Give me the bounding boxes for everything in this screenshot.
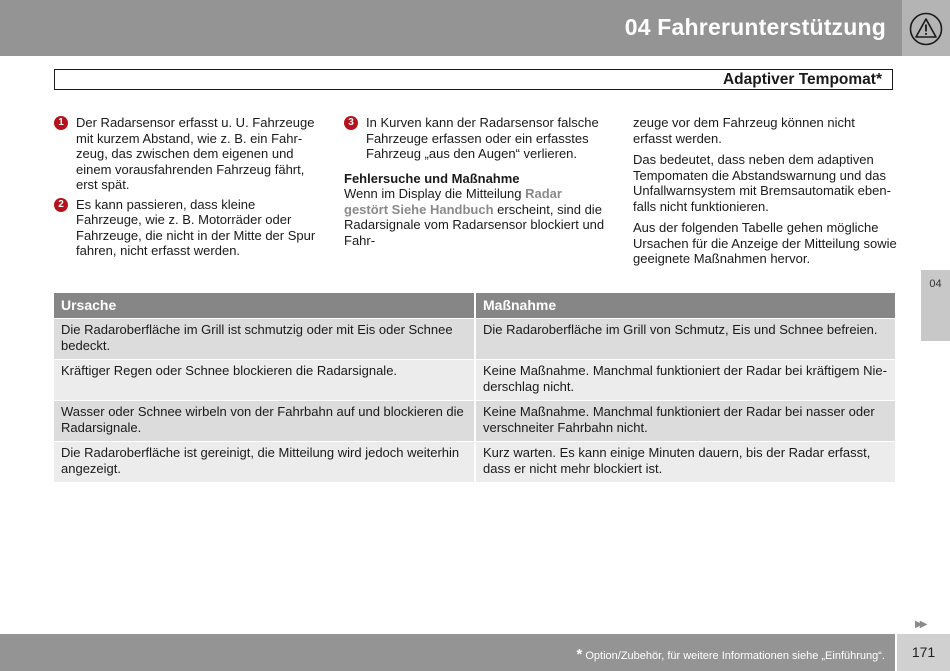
item-2-text: Es kann passieren, dass kleine Fahrzeuge, wie z. B. Motorräder oder Fahrzeuge, die nicht in der Mitte der Spur fahren, nicht erfasst werden. [76,196,316,258]
footnote-text: Option/Zubehör, für weitere Informationen siehe „Einführung“. [585,650,885,662]
warning-triangle-icon [909,12,943,46]
number-1-icon: 1 [54,116,68,130]
action-cell: Keine Maßnahme. Manchmal funktioniert der Radar bei kräftigem Niederschlag nicht. [475,360,895,401]
troubleshooting-paragraph [344,186,608,248]
number-2-icon: 2 [54,198,68,212]
number-3-icon: 3 [344,116,358,130]
table-row [54,360,895,401]
list-item-3 [344,115,608,162]
cause-cell: Kräftiger Regen oder Schnee blockieren die Radarsignale. [54,360,475,401]
page-number-box [897,634,950,671]
display-message: Radar gestört Siehe Handbuch [344,186,562,217]
action-cell: Keine Maßnahme. Manchmal funktioniert der Radar bei nasser oder verschneiter Fahrbahn nicht. [475,401,895,442]
list-item-1 [54,115,320,193]
table-row [54,319,895,360]
double-chevron-right-icon[interactable]: ▶▶ [915,619,925,630]
chapter-title: 04 Fahrerunterstützung [624,14,886,40]
text-column-1 [54,115,320,259]
table-header-row [54,293,895,319]
section-title: Adaptiver Tempomat* [722,71,882,88]
table-row [54,442,895,483]
section-header-box [54,69,893,90]
footer-note [577,646,885,663]
warning-box [902,0,950,56]
side-tab-label: 04 [929,278,942,290]
action-cell: Kurz warten. Es kann einige Minuten dauern, bis der Radar erfasst, dass er nicht mehr blockiert ist. [475,442,895,483]
cause-cell: Wasser oder Schnee wirbeln von der Fahrbahn auf und blockieren die Radarsignale. [54,401,475,442]
paragraph-text-end: erscheint, sind die Radarsignale vom Radarsensor blockiert und Fahr- [344,201,605,248]
cause-cell: Die Radaroberfläche im Grill ist schmutzig oder mit Eis oder Schnee bedeckt. [54,319,475,360]
column-3-paragraph-2: Das bedeutet, dass neben dem adaptiven Tempomaten die Abstandswarnung und das Unfallwarnsystem mit Bremsautomatik ebenfalls nicht funktionieren. [633,152,891,214]
header-bar [0,0,950,56]
list-item-2 [54,197,320,259]
paragraph-text-start: Wenn im Display die Mitteilung [344,186,526,201]
table-row [54,401,895,442]
column-3-paragraph-3: Aus der folgenden Tabelle gehen mögliche Ursachen für die Anzeige der Mitteilung sowie geeignete Maßnahmen hervor. [633,220,897,266]
footnote-star: * [576,646,583,663]
column-3-paragraph-1: zeuge vor dem Fahrzeug können nicht erfasst werden. [633,115,855,146]
subheading: Fehlersuche und Maßnahme [344,170,520,186]
column-header-action: Maßnahme [475,293,895,319]
cause-cell: Die Radaroberfläche ist gereinigt, die Mitteilung wird jedoch weiterhin angezeigt. [54,442,475,483]
cause-action-table [54,293,895,482]
text-column-2 [344,115,608,248]
item-3-text: In Kurven kann der Radarsensor falsche Fahrzeuge erfassen oder ein erfasstes Fahrzeug „aus den Augen“ verlieren. [366,115,599,161]
action-cell: Die Radaroberfläche im Grill von Schmutz, Eis und Schnee befreien. [475,319,895,360]
footer-bar [0,634,895,671]
chapter-side-tab[interactable] [921,270,950,341]
text-column-3 [633,115,897,267]
item-1-text: Der Radarsensor erfasst u. U. Fahrzeuge mit kurzem Abstand, wie z. B. ein Fahrzeug, das zwischen dem eigenen und einem vorausfahrenden Fahrzeug fährt, erst spät. [76,115,315,192]
column-header-cause: Ursache [54,293,475,319]
page-number: 171 [911,644,936,660]
